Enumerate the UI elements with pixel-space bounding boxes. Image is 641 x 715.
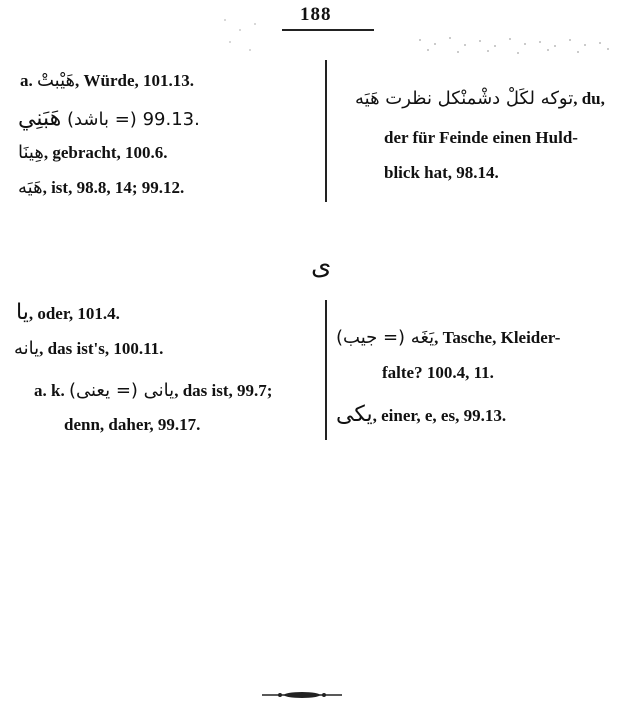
- entry-right-b-3: يكى, einer, e, es, 99.13.: [336, 402, 507, 427]
- entry-right-b-1: يَغَه (= جيب), Tasche, Kleider-: [336, 327, 561, 348]
- entry-left-a-1: a. هَيْبتْ, Würde, 101.13.: [20, 70, 195, 91]
- entry-left-a-3: هِينَا, gebracht, 100.6.: [18, 142, 168, 163]
- entry-left-b-2: يانه, das ist's, 100.11.: [14, 338, 164, 359]
- entry-right-a-line1: توكه لكَلْ دشْمنْكل نظرت هَيَه, du,: [355, 88, 605, 109]
- section-heading-letter: ی: [311, 251, 332, 281]
- print-speckle: [400, 0, 641, 60]
- entry-left-b-4: denn, daher, 99.17.: [64, 415, 201, 434]
- column-divider-top: [325, 60, 327, 202]
- bottom-ornament: [262, 689, 342, 701]
- print-speckle-left: [215, 10, 265, 60]
- header-rule: [282, 29, 374, 31]
- entry-left-a-2: هَبَنِي (باشد =) 99.13.: [18, 106, 200, 131]
- entry-left-a-4: هَيَه, ist, 98.8, 14; 99.12.: [18, 177, 185, 198]
- entry-right-a-line2: der für Feinde einen Huld-: [384, 128, 578, 147]
- entry-left-b-1: يا, oder, 101.4.: [16, 300, 120, 325]
- entry-right-a-line3: blick hat, 98.14.: [384, 163, 499, 182]
- entry-right-b-2: falte? 100.4, 11.: [382, 363, 494, 382]
- column-divider-bottom: [325, 300, 327, 440]
- entry-left-b-3: a. k. يانى (= يعنى), das ist, 99.7;: [34, 380, 273, 401]
- page-number: 188: [300, 4, 332, 25]
